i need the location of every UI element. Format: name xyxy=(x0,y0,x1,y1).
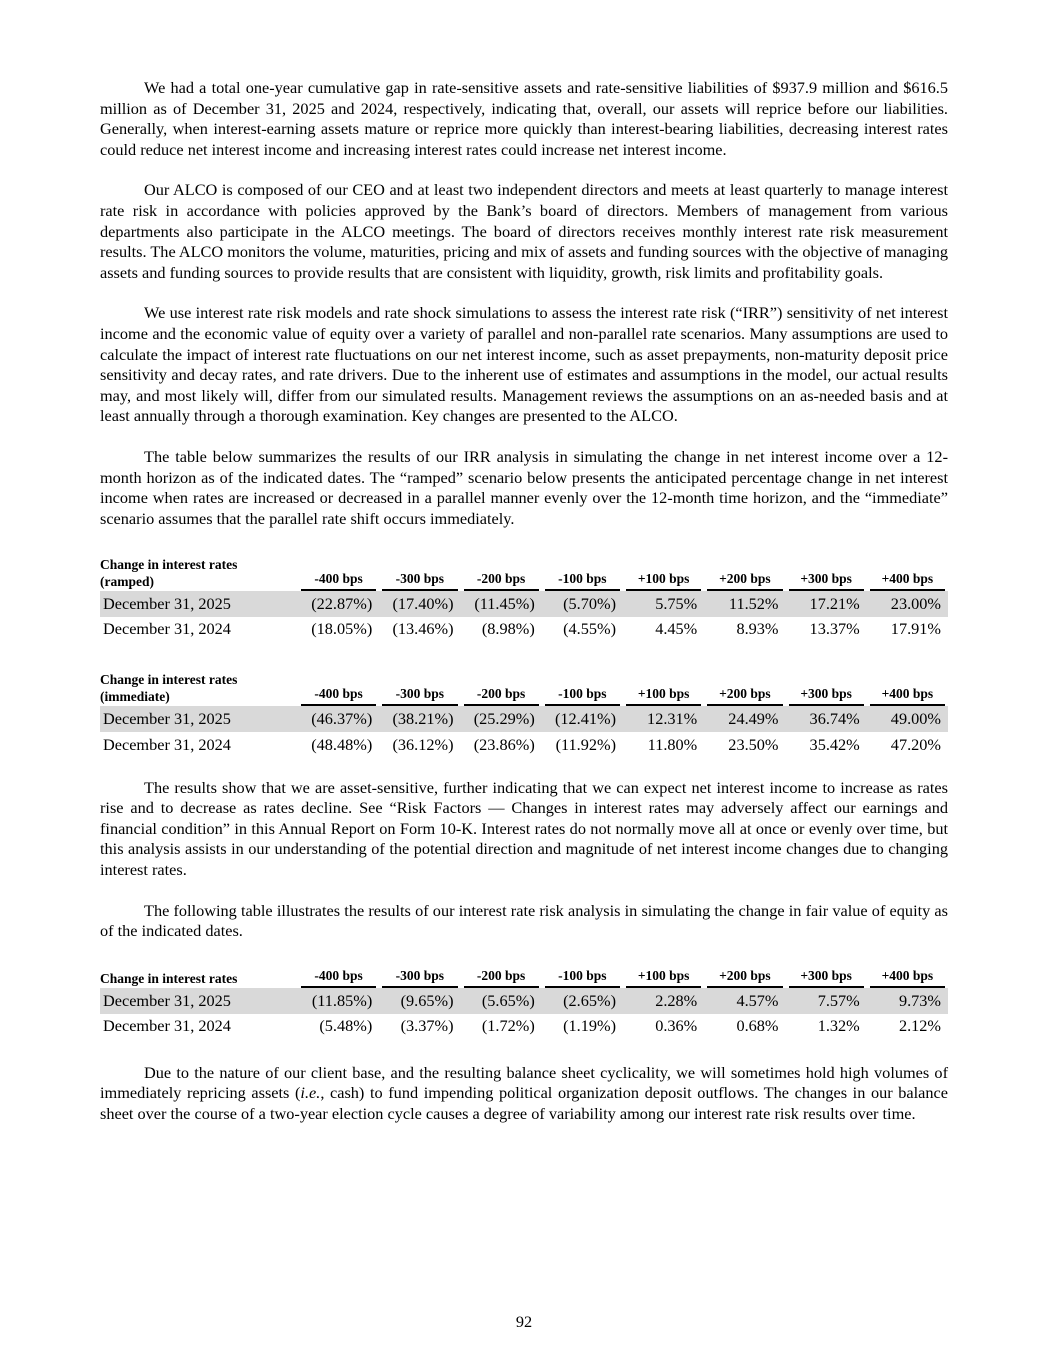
value-cell: (23.86%) xyxy=(473,734,535,754)
table-immediate-label xyxy=(100,672,298,706)
paragraph-alco-composition: Our ALCO is composed of our CEO and at least two independent directors and meets at least quarterly to manage interest rate risk in accordance with policies approved by the Bank’s board of directors. Members of management from various departments also participate in the ALCO meetings. The board of directors receives monthly interest rate risk measurement results. The ALCO monitors the volume, maturities, pricing and mix of assets and funding sources with the objective of managing assets and funding sources to provide results that are consistent with liquidity, growth, risk limits and profitability goals. xyxy=(100,180,948,282)
value-cell: (1.19%) xyxy=(563,1016,616,1036)
value-cell: 4.57% xyxy=(736,990,779,1010)
value-cell: 2.28% xyxy=(655,990,698,1010)
value-cell: (11.92%) xyxy=(555,734,616,754)
value-cell: (46.37%) xyxy=(311,708,373,728)
table-fair-value xyxy=(100,968,948,1040)
value-cell: (8.98%) xyxy=(481,619,535,639)
value-cell: 17.21% xyxy=(809,593,860,613)
value-cell: 35.42% xyxy=(809,734,860,754)
table-label-line2: (ramped) xyxy=(100,573,154,589)
value-cell: (22.87%) xyxy=(311,593,373,613)
column-header: +400 bps xyxy=(870,571,945,592)
table-row xyxy=(100,988,948,1014)
table-label-line1: Change in interest rates xyxy=(100,672,238,688)
column-header: -100 bps xyxy=(545,686,620,707)
value-cell: 9.73% xyxy=(898,990,941,1010)
value-cell: 23.50% xyxy=(728,734,779,754)
column-header: +400 bps xyxy=(870,968,945,989)
column-header: -200 bps xyxy=(464,686,539,707)
row-label: December 31, 2025 xyxy=(103,708,231,728)
table-immediate xyxy=(100,672,948,757)
table-ramped-header-row xyxy=(100,557,948,591)
table-label-line1: Change in interest rates xyxy=(100,970,238,986)
column-header: +300 bps xyxy=(789,571,864,592)
paragraph-client-base-pre: Due to the nature of our client base, and the resulting balance sheet cyclicality, we will sometimes hold high volumes of immediately repricing assets ( xyxy=(100,1062,948,1103)
value-cell: (1.72%) xyxy=(481,1016,535,1036)
row-label: December 31, 2024 xyxy=(103,1016,231,1036)
value-cell: 0.36% xyxy=(655,1016,698,1036)
value-cell: 2.12% xyxy=(898,1016,941,1036)
value-cell: 11.52% xyxy=(728,593,779,613)
paragraph-cumulative-gap: We had a total one-year cumulative gap in rate-sensitive assets and rate-sensitive liabilities of $937.9 million and $616.5 million as of December 31, 2025 and 2024, respectively, indicating that, overall, our assets will reprice before our liabilities. Generally, when interest-earning assets mature or reprice more quickly than interest-bearing liabilities, decreasing interest rates could reduce net interest income and increasing interest rates could increase net interest income. xyxy=(100,78,948,159)
value-cell: (18.05%) xyxy=(311,619,373,639)
table-immediate-header-row xyxy=(100,672,948,706)
table-row xyxy=(100,732,948,758)
value-cell: (38.21%) xyxy=(392,708,454,728)
value-cell: (5.48%) xyxy=(319,1016,373,1036)
column-header: -200 bps xyxy=(464,571,539,592)
value-cell: 12.31% xyxy=(647,708,698,728)
table-ramped-label xyxy=(100,557,298,591)
column-header: -200 bps xyxy=(464,968,539,989)
value-cell: (11.45%) xyxy=(474,593,535,613)
value-cell: 11.80% xyxy=(647,734,698,754)
column-header: +200 bps xyxy=(707,571,782,592)
column-header: +100 bps xyxy=(626,968,701,989)
column-header: -400 bps xyxy=(301,571,376,592)
value-cell: (4.55%) xyxy=(563,619,616,639)
column-header: +100 bps xyxy=(626,686,701,707)
value-cell: 0.68% xyxy=(736,1016,779,1036)
column-header: -300 bps xyxy=(382,968,457,989)
column-header: +200 bps xyxy=(707,968,782,989)
value-cell: 1.32% xyxy=(817,1016,860,1036)
value-cell: 49.00% xyxy=(890,708,941,728)
column-header: +100 bps xyxy=(626,571,701,592)
table-ramped xyxy=(100,557,948,642)
row-label: December 31, 2024 xyxy=(103,734,231,754)
value-cell: 13.37% xyxy=(809,619,860,639)
table-label-line1: Change in interest rates xyxy=(100,557,238,573)
table-label-line2: (immediate) xyxy=(100,688,170,704)
value-cell: (5.70%) xyxy=(563,593,616,613)
value-cell: 47.20% xyxy=(890,734,941,754)
value-cell: (36.12%) xyxy=(392,734,454,754)
value-cell: 4.45% xyxy=(655,619,698,639)
value-cell: (25.29%) xyxy=(473,708,535,728)
value-cell: 17.91% xyxy=(890,619,941,639)
table-fair-value-label xyxy=(100,968,298,989)
value-cell: 36.74% xyxy=(809,708,860,728)
table-row xyxy=(100,617,948,643)
value-cell: 5.75% xyxy=(655,593,698,613)
value-cell: 7.57% xyxy=(817,990,860,1010)
column-header: +400 bps xyxy=(870,686,945,707)
value-cell: (11.85%) xyxy=(311,990,373,1010)
column-header: +300 bps xyxy=(789,686,864,707)
table-row xyxy=(100,1014,948,1040)
paragraph-client-base-post: , cash) to fund impending political organization deposit outflows. The changes in our balance sheet over the course of a two-year election cycle causes a degree of variability among our interest rate risk results over time. xyxy=(100,1083,948,1123)
column-header: -300 bps xyxy=(382,686,457,707)
column-header: -100 bps xyxy=(545,968,620,989)
column-header: -300 bps xyxy=(382,571,457,592)
table-row xyxy=(100,591,948,617)
column-header: +300 bps xyxy=(789,968,864,989)
value-cell: (9.65%) xyxy=(400,990,454,1010)
paragraph-table-intro-equity: The following table illustrates the results of our interest rate risk analysis in simulating the change in fair value of equity as of the indicated dates. xyxy=(100,900,948,941)
paragraph-client-base-ie: i.e. xyxy=(300,1083,321,1103)
column-header: -400 bps xyxy=(301,968,376,989)
column-header: +200 bps xyxy=(707,686,782,707)
column-header: -400 bps xyxy=(301,686,376,707)
value-cell: (17.40%) xyxy=(392,593,454,613)
value-cell: 8.93% xyxy=(736,619,779,639)
paragraph-table-intro-nii: The table below summarizes the results of our IRR analysis in simulating the change in net interest income over a 12-month horizon as of the indicated dates. The “ramped” scenario below presents the anticipated percentage change in net interest income when rates are increased or decreased in a parallel manner evenly over the 12-month time horizon, and the “immediate” scenario assumes that the parallel rate shift occurs immediately. xyxy=(100,446,948,528)
row-label: December 31, 2025 xyxy=(103,593,231,613)
value-cell: (2.65%) xyxy=(563,990,616,1010)
table-row xyxy=(100,706,948,732)
value-cell: (5.65%) xyxy=(481,990,535,1010)
value-cell: (48.48%) xyxy=(311,734,373,754)
value-cell: 24.49% xyxy=(728,708,779,728)
value-cell: (12.41%) xyxy=(554,708,616,728)
paragraph-irr-models: We use interest rate risk models and rate shock simulations to assess the interest rate risk (“IRR”) sensitivity of net interest income and the economic value of equity over a variety of parallel and non-parallel rate scenarios. Many assumptions are used to calculate the impact of interest rate fluctuations on our net interest income, such as asset prepayments, non-maturity deposit price sensitivity and decay rates, and rate drivers. Due to the inherent use of estimates and assumptions in the model, our actual results may, and most likely will, differ from our simulated results. Management reviews the assumptions on an as-needed basis and at least annually through a thorough examination. Key changes are presented to the ALCO. xyxy=(100,303,948,426)
paragraph-asset-sensitive: The results show that we are asset-sensitive, further indicating that we can expect net interest income to increase as rates rise and to decrease as rates decline. See “Risk Factors — Changes in interest rates may adversely affect our earnings and financial condition” in this Annual Report on Form 10-K. Interest rates do not normally move all at once or evenly over time, but this analysis assists in our understanding of the potential direction and magnitude of net interest income changes due to changing interest rates. xyxy=(100,777,948,880)
column-header: -100 bps xyxy=(545,571,620,592)
page-number: 92 xyxy=(515,1312,533,1331)
row-label: December 31, 2024 xyxy=(103,619,231,639)
value-cell: 23.00% xyxy=(890,593,941,613)
paragraph-client-base xyxy=(100,1063,948,1125)
value-cell: (13.46%) xyxy=(392,619,454,639)
table-fair-value-header-row xyxy=(100,968,948,989)
value-cell: (3.37%) xyxy=(400,1016,454,1036)
row-label: December 31, 2025 xyxy=(103,990,231,1010)
